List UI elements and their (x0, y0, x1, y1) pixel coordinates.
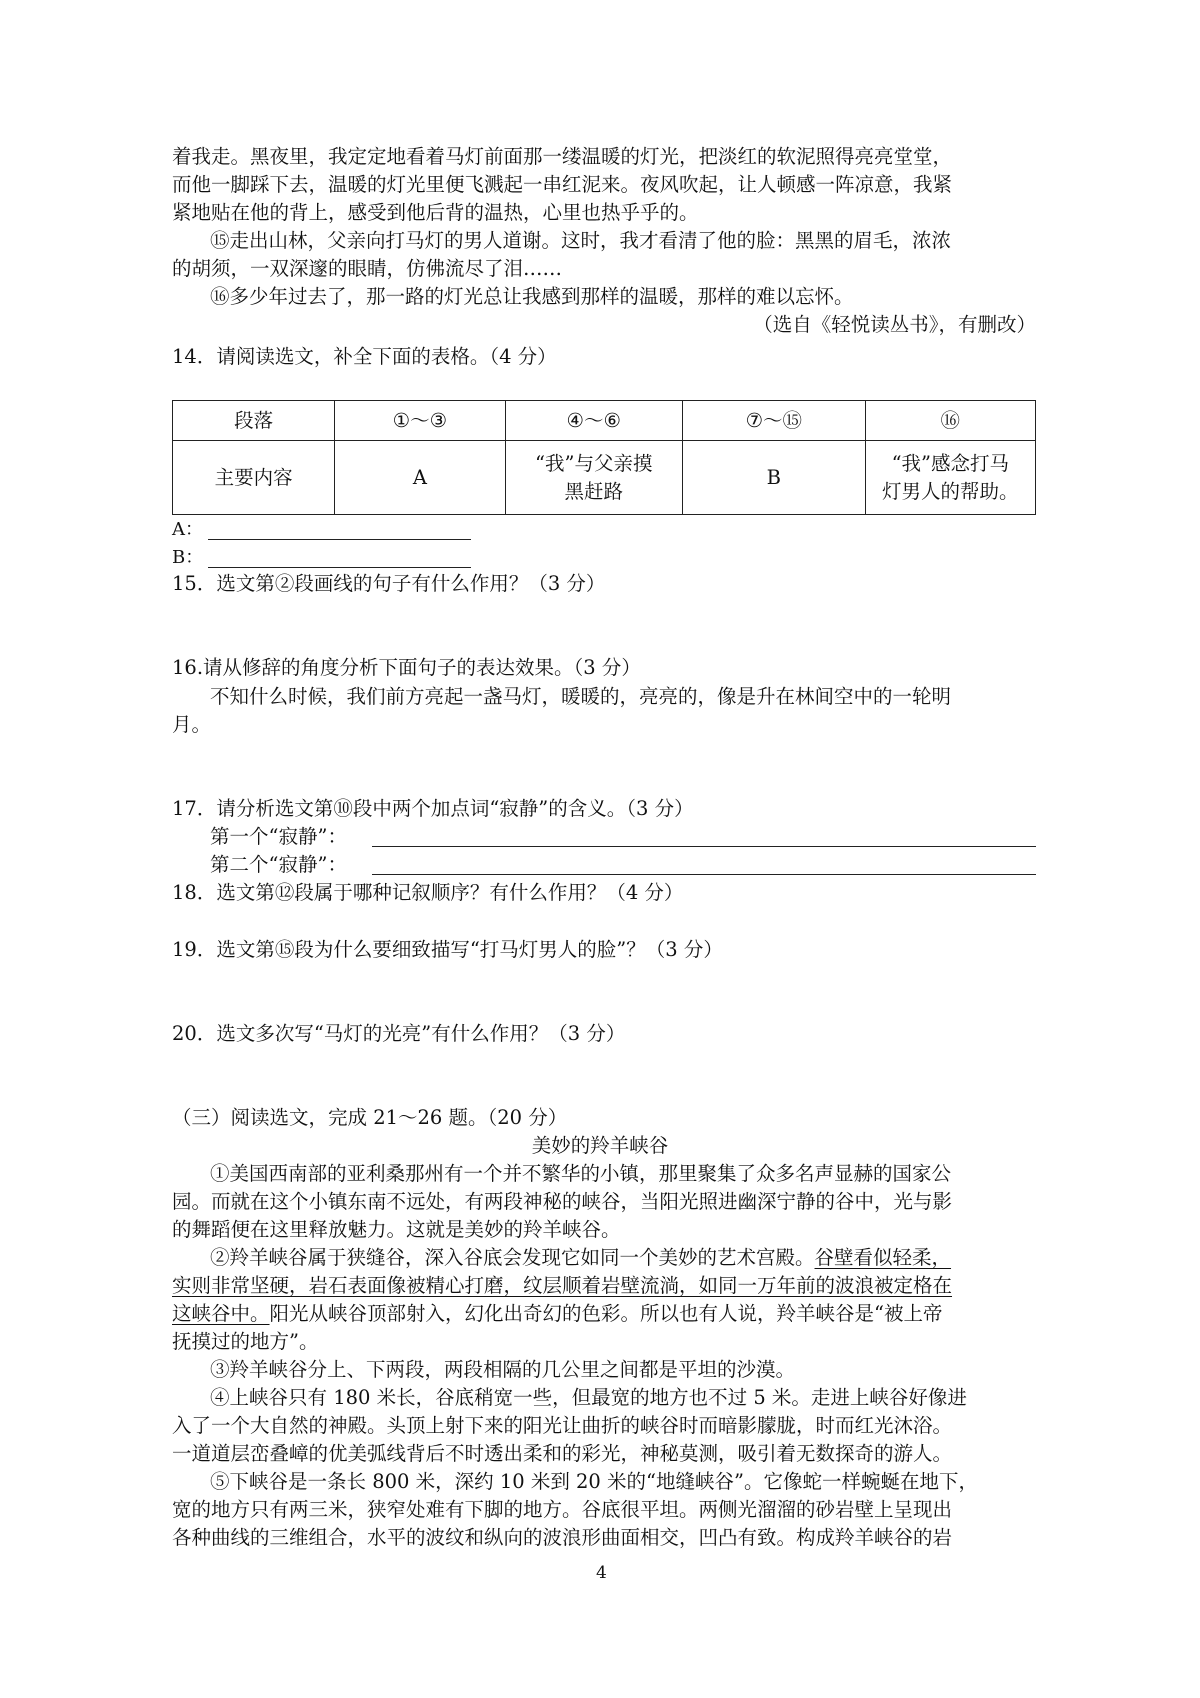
answer-label-b: B： (172, 547, 204, 568)
answer-label-first: 第一个“寂静”： (210, 825, 347, 848)
question-17: 17．请分析选文第⑩段中两个加点词“寂静”的含义。（3 分） (172, 797, 694, 820)
table-header-cell: 段落 (173, 401, 335, 441)
article-text: ②羚羊峡谷属于狭缝谷，深入谷底会发现它如同一个美妙的艺术宫殿。 (210, 1246, 815, 1269)
table-cell-a: A (335, 441, 505, 515)
article-line: 抚摸过的地方”。 (172, 1330, 319, 1353)
table-row-label: 主要内容 (173, 441, 335, 515)
question-19: 19．选文第⑮段为什么要细致描写“打马灯男人的脸”？（3 分） (172, 938, 723, 961)
table-header-cell: ⑯ (865, 401, 1035, 441)
question-16-quote: 不知什么时候，我们前方亮起一盏马灯，暖暖的，亮亮的，像是升在林间空中的一轮明 (210, 685, 952, 708)
table-row (173, 441, 1036, 515)
table-header-row (173, 401, 1036, 441)
answer-blank-a (208, 539, 471, 540)
article-line: 一道道层峦叠嶂的优美弧线背后不时透出柔和的彩光，神秘莫测，吸引着无数探奇的游人。 (172, 1442, 953, 1465)
passage-line: 紧地贴在他的背上，感受到他后背的温热，心里也热乎乎的。 (172, 201, 699, 224)
underlined-sentence: 谷壁看似轻柔， (814, 1246, 952, 1269)
article-line: 入了一个大自然的神殿。头顶上射下来的阳光让曲折的峡谷时而暗影朦胧，时而红光沐浴。 (172, 1414, 953, 1437)
article-paragraph-1: ①美国西南部的亚利桑那州有一个并不繁华的小镇，那里聚集了众多名声显赫的国家公 (210, 1162, 952, 1185)
table-cell-line: “我”感念打马 (891, 451, 1010, 475)
article-line (172, 1300, 943, 1328)
table-cell-line: 黑赶路 (564, 479, 624, 503)
question-20: 20．选文多次写“马灯的光亮”有什么作用？（3 分） (172, 1022, 626, 1045)
article-line: 的舞蹈便在这里释放魅力。这就是美妙的羚羊峡谷。 (172, 1218, 621, 1241)
passage-paragraph-16: ⑯多少年过去了，那一路的灯光总让我感到那样的温暖，那样的难以忘怀。 (210, 285, 854, 308)
answer-blank-first (372, 846, 1036, 847)
passage-source: （选自《轻悦读丛书》，有删改） (753, 313, 1036, 336)
table-cell-b: B (683, 441, 866, 515)
article-line: 园。而就在这个小镇东南不远处，有两段神秘的峡谷，当阳光照进幽深宁静的谷中，光与影 (172, 1190, 953, 1213)
passage-line: 而他一脚踩下去，温暖的灯光里便飞溅起一串红泥来。夜风吹起，让人顿感一阵凉意，我紧 (172, 173, 953, 196)
article-line: 宽的地方只有两三米，狭窄处难有下脚的地方。谷底很平坦。两侧光溜溜的砂岩壁上呈现出 (172, 1498, 953, 1521)
table-cell-16 (865, 441, 1035, 515)
answer-label-a: A： (172, 519, 203, 540)
underlined-sentence: 实则非常坚硬，岩石表面像被精心打磨，纹层顺着岩壁流淌，如同一万年前的波浪被定格在 (172, 1274, 953, 1297)
table-header-cell: ⑦～⑮ (683, 401, 866, 441)
article-paragraph-3: ③羚羊峡谷分上、下两段，两段相隔的几公里之间都是平坦的沙漠。 (210, 1358, 796, 1381)
table-header-cell: ④～⑥ (505, 401, 682, 441)
table-cell-line: 灯男人的帮助。 (882, 479, 1019, 503)
article-line: 各种曲线的三维组合，水平的波纹和纵向的波浪形曲面相交，凹凸有致。构成羚羊峡谷的岩 (172, 1526, 953, 1549)
page-number: 4 (596, 1563, 607, 1583)
question-15: 15．选文第②段画线的句子有什么作用？（3 分） (172, 572, 606, 595)
answer-blank-second (372, 874, 1036, 875)
passage-paragraph-15: ⑮走出山林，父亲向打马灯的男人道谢。这时，我才看清了他的脸：黑黑的眉毛，浓浓 (210, 229, 952, 252)
answer-blank-b (208, 567, 471, 568)
table-header-cell: ①～③ (335, 401, 505, 441)
question-16: 16.请从修辞的角度分析下面句子的表达效果。（3 分） (172, 656, 641, 679)
article-title: 美妙的羚羊峡谷 (531, 1134, 669, 1157)
article-paragraph-5: ⑤下峡谷是一条长 800 米，深约 10 米到 20 米的“地缝峡谷”。它像蛇一样蜿蜒在地下， (210, 1470, 978, 1493)
section-heading: （三）阅读选文，完成 21～26 题。（20 分） (172, 1106, 568, 1129)
question-14: 14．请阅读选文，补全下面的表格。（4 分） (172, 345, 557, 368)
article-text: 阳光从峡谷顶部射入，幻化出奇幻的色彩。所以也有人说，羚羊峡谷是“被上帝 (269, 1302, 943, 1325)
answer-label-second: 第二个“寂静”： (210, 853, 347, 876)
passage-line: 的胡须，一双深邃的眼睛，仿佛流尽了泪…… (172, 257, 563, 280)
passage-line: 着我走。黑夜里，我定定地看着马灯前面那一缕温暖的灯光，把淡红的软泥照得亮亮堂堂， (172, 145, 953, 168)
question-18: 18．选文第⑫段属于哪种记叙顺序？有什么作用？（4 分） (172, 881, 684, 904)
article-paragraph-4: ④上峡谷只有 180 米长，谷底稍宽一些，但最宽的地方也不过 5 米。走进上峡谷好像进 (210, 1386, 967, 1409)
summary-table (172, 400, 1036, 515)
table-cell-4-6 (505, 441, 682, 515)
question-16-quote: 月。 (172, 713, 212, 736)
underlined-sentence: 这峡谷中。 (172, 1302, 270, 1325)
article-paragraph-2 (210, 1244, 951, 1272)
table-cell-line: “我”与父亲摸 (535, 451, 653, 475)
